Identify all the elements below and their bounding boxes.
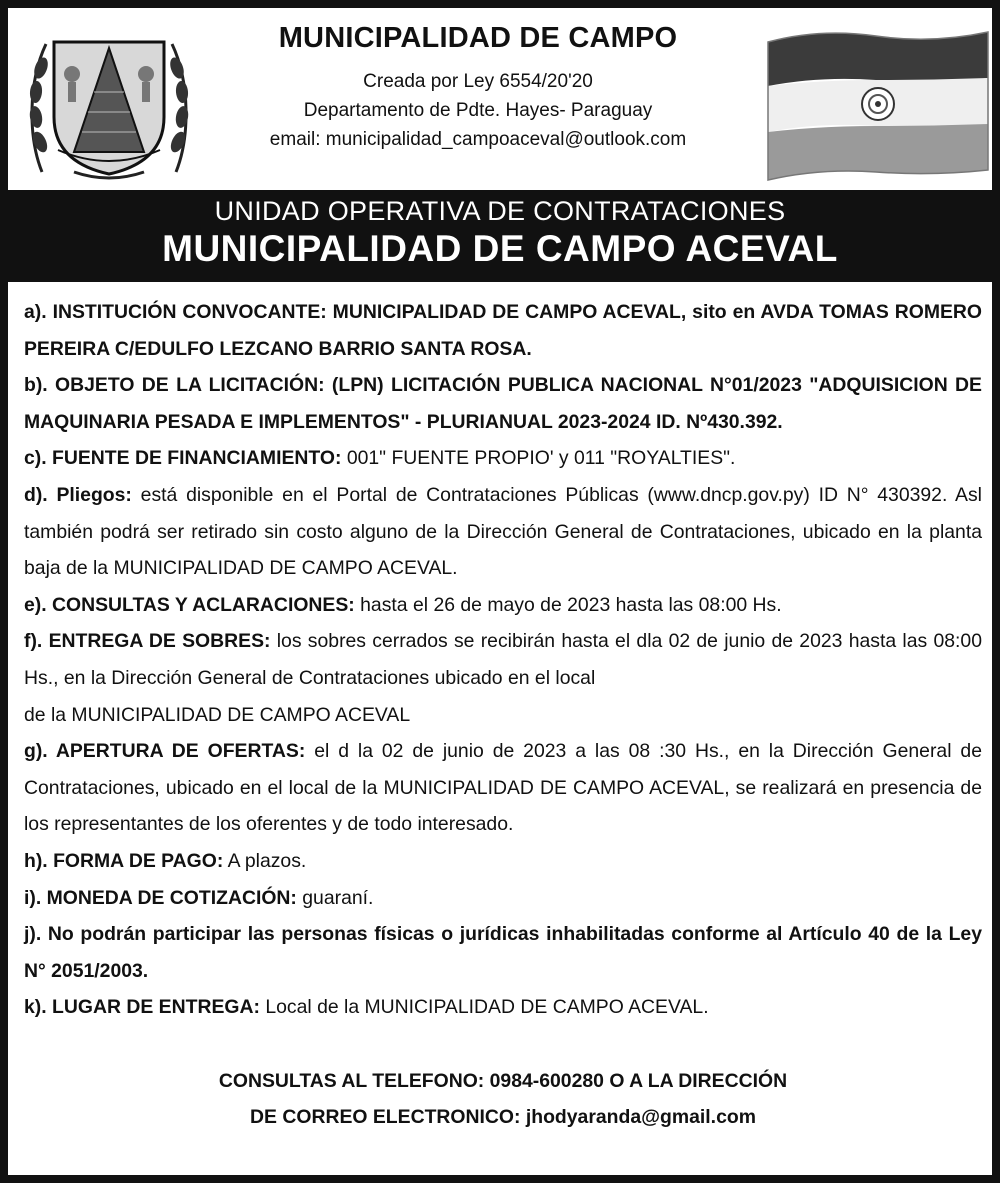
item-c bbox=[24, 440, 982, 477]
header bbox=[8, 8, 992, 190]
item-d bbox=[24, 477, 982, 587]
item-k bbox=[24, 989, 982, 1026]
header-law: Creada por Ley 6554/20'20 bbox=[363, 71, 593, 92]
item-e-text: hasta el 26 de mayo de 2023 hasta las 08:00 Hs. bbox=[354, 593, 782, 616]
item-c-label: c). FUENTE DE FINANCIAMIENTO: bbox=[24, 447, 342, 470]
item-k-label: k). LUGAR DE ENTREGA: bbox=[24, 996, 260, 1019]
banner-title: MUNICIPALIDAD DE CAMPO ACEVAL bbox=[162, 228, 838, 269]
item-e bbox=[24, 587, 982, 624]
item-b: b). OBJETO DE LA LICITACIÓN: (LPN) LICITACIÓN PUBLICA NACIONAL N°01/2023 "ADQUISICION DE MAQUINARIA PESADA E IMPLEMENTOS" - PLURIANUAL 2023-2024 ID. Nº430.392. bbox=[24, 374, 982, 433]
header-title: MUNICIPALIDAD DE CAMPO bbox=[278, 22, 678, 54]
item-f bbox=[24, 623, 982, 696]
item-f-label: f). ENTREGA DE SOBRES: bbox=[24, 630, 271, 653]
item-g-label: g). APERTURA DE OFERTAS: bbox=[24, 740, 306, 763]
item-h-text: A plazos. bbox=[223, 849, 307, 872]
header-text bbox=[198, 22, 758, 154]
item-k-text: Local de la MUNICIPALIDAD DE CAMPO ACEVAL. bbox=[259, 996, 709, 1019]
item-i-text: guaraní. bbox=[296, 886, 374, 909]
item-j: j). No podrán participar las personas físicas o jurídicas inhabilitadas conforme al Artículo 40 de la Ley N° 2051/2003. bbox=[24, 923, 982, 982]
item-d-label: d). Pliegos: bbox=[24, 483, 132, 506]
item-a: a). INSTITUCIÓN CONVOCANTE: MUNICIPALIDAD DE CAMPO ACEVAL, sito en AVDA TOMAS ROMERO PEREIRA C/EDULFO LEZCANO BARRIO SANTA ROSA. bbox=[24, 301, 982, 360]
header-department: Departamento de Pdte. Hayes- Paraguay bbox=[303, 100, 653, 121]
item-g-text: el d la 02 de junio de 2023 a las 08 :30 Hs., en la Dirección General de Contrataciones, ubicado en el local de la MUNICIPALIDAD DE CAMPO ACEVAL, se realizará en presencia de los representantes de los oferentes y de todo interesado. bbox=[24, 740, 982, 836]
item-f-continued: de la MUNICIPALIDAD DE CAMPO ACEVAL bbox=[24, 703, 411, 726]
footer-contact bbox=[24, 1063, 982, 1135]
item-f-text: los sobres cerrados se recibirán hasta el dla 02 de junio de 2023 hasta las 08:00 Hs., en la Dirección General de Contrataciones ubicado en el local bbox=[24, 630, 982, 689]
footer-phone: CONSULTAS AL TELEFONO: 0984-600280 O A LA DIRECCIÓN bbox=[218, 1069, 788, 1092]
footer-email: DE CORREO ELECTRONICO: jhodyaranda@gmail.com bbox=[250, 1105, 756, 1128]
item-h-label: h). FORMA DE PAGO: bbox=[24, 849, 224, 872]
item-e-label: e). CONSULTAS Y ACLARACIONES: bbox=[24, 593, 355, 616]
item-c-text: 001" FUENTE PROPIO' y 011 "ROYALTIES". bbox=[341, 447, 736, 470]
paraguay-flag-icon bbox=[760, 26, 992, 186]
item-i-label: i). MONEDA DE COTIZACIÓN: bbox=[24, 886, 297, 909]
banner-subtitle: UNIDAD OPERATIVA DE CONTRATACIONES bbox=[214, 196, 786, 226]
item-i bbox=[24, 880, 982, 917]
item-g bbox=[24, 733, 982, 843]
header-email: email: municipalidad_campoaceval@outlook.com bbox=[269, 129, 687, 150]
item-h bbox=[24, 843, 982, 880]
municipal-seal-icon bbox=[24, 22, 194, 184]
banner bbox=[8, 190, 992, 282]
item-d-text: está disponible en el Portal de Contrataciones Públicas (www.dncp.gov.py) ID N° 430392. Asl también podrá ser retirado sin costo alguno de la Dirección General de Contrataciones, ubicado en la planta baja de la MUNICIPALIDAD DE CAMPO ACEVAL. bbox=[24, 483, 982, 580]
notice-body bbox=[8, 282, 992, 1135]
